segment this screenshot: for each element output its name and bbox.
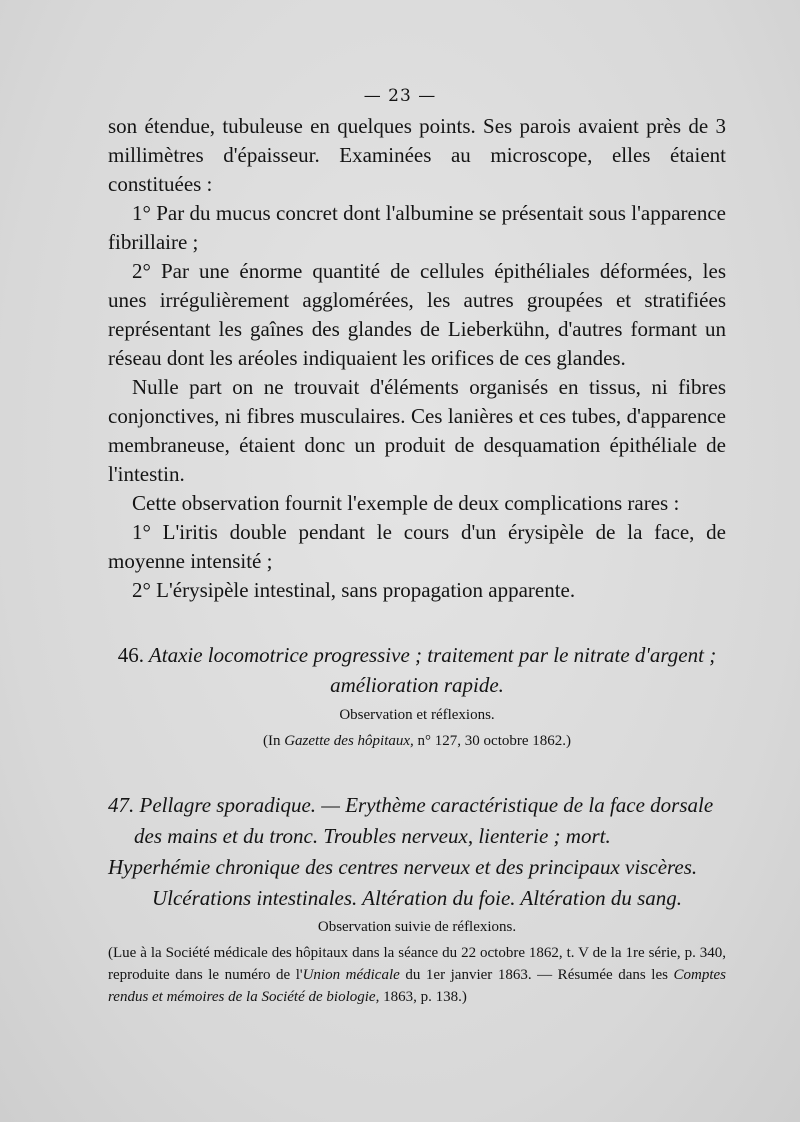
entry-47-reference bbox=[108, 942, 726, 1008]
entry-46-number: 46. bbox=[117, 643, 145, 667]
entry-46-title-line1: Ataxie locomotrice progressive ; traitement par le nitrate d'argent ; bbox=[148, 643, 717, 667]
entry-46-ref-rest: n° 127, 30 octobre 1862.) bbox=[417, 733, 572, 749]
paragraph-5: 1° L'iritis double pendant le cours d'un érysipèle de la face, de moyenne intensité ; bbox=[108, 520, 726, 573]
entry-46-reference bbox=[108, 730, 726, 752]
entry-47-ref-part1: (Lue à la Société médicale des hôpitaux dans la séance du 22 octobre 1862, t. V de la 1re série, p. 340, reproduite dans le numéro de l' bbox=[108, 945, 726, 983]
page-number: — 23 — bbox=[363, 86, 437, 106]
entry-46 bbox=[108, 640, 726, 752]
body-text bbox=[108, 112, 726, 605]
entry-46-title bbox=[108, 640, 726, 670]
entry-47-title-line4: Ulcérations intestinales. Altération du foie. Altération du sang. bbox=[151, 886, 683, 910]
entry-47-title-line2: des mains et du tronc. Troubles nerveux, lienterie ; mort. bbox=[134, 824, 611, 848]
entry-46-subtitle: Observation et réflexions. bbox=[339, 707, 495, 723]
entry-47 bbox=[108, 790, 726, 1008]
paragraph-6: 2° L'érysipèle intestinal, sans propagation apparente. bbox=[132, 578, 576, 602]
paragraph-1: 1° Par du mucus concret dont l'albumine se présentait sous l'apparence fibrillaire ; bbox=[108, 201, 726, 254]
paragraph-0: son étendue, tubuleuse en quelques points. Ses parois avaient près de 3 millimètres d'épaisseur. Examinées au microscope, elles étaient constituées : bbox=[108, 114, 726, 196]
entry-47-ref-part3: 1863, p. 138.) bbox=[379, 989, 467, 1005]
paragraph-4: Cette observation fournit l'exemple de deux complications rares : bbox=[132, 491, 680, 515]
entry-47-subtitle: Observation suivie de réflexions. bbox=[317, 919, 517, 935]
paragraph-2: 2° Par une énorme quantité de cellules épithéliales déformées, les unes irrégulièrement agglomérées, les autres groupées et stratifiées représentant les gaînes des glandes de Lieberkühn, d'autres formant un réseau dont les aréoles indiquaient les orifices de ces glandes. bbox=[108, 259, 726, 370]
entry-47-title-line3: Hyperhémie chronique des centres nerveux et des principaux viscères. bbox=[108, 855, 698, 879]
entry-47-ref-part2: du 1er janvier 1863. — Résumée dans les bbox=[399, 967, 674, 983]
entry-47-ref-journal1: Union médicale bbox=[302, 967, 400, 983]
entry-47-title-line1: 47. Pellagre sporadique. — Erythème caractéristique de la face dorsale bbox=[108, 793, 714, 817]
entry-46-title-line2: amélioration rapide. bbox=[330, 673, 504, 697]
entry-47-ref-journal2: Comptes rendus et mémoires de la Société de biologie, bbox=[108, 967, 726, 1005]
entry-46-ref-journal: Gazette des hôpitaux, bbox=[284, 733, 414, 749]
entry-46-ref-prefix: (In bbox=[262, 733, 281, 749]
paragraph-3: Nulle part on ne trouvait d'éléments organisés en tissus, ni fibres conjonctives, ni fibres musculaires. Ces lanières et ces tubes, d'apparence membraneuse, étaient donc un produit de desquamation épithéliale de l'intestin. bbox=[108, 375, 726, 486]
